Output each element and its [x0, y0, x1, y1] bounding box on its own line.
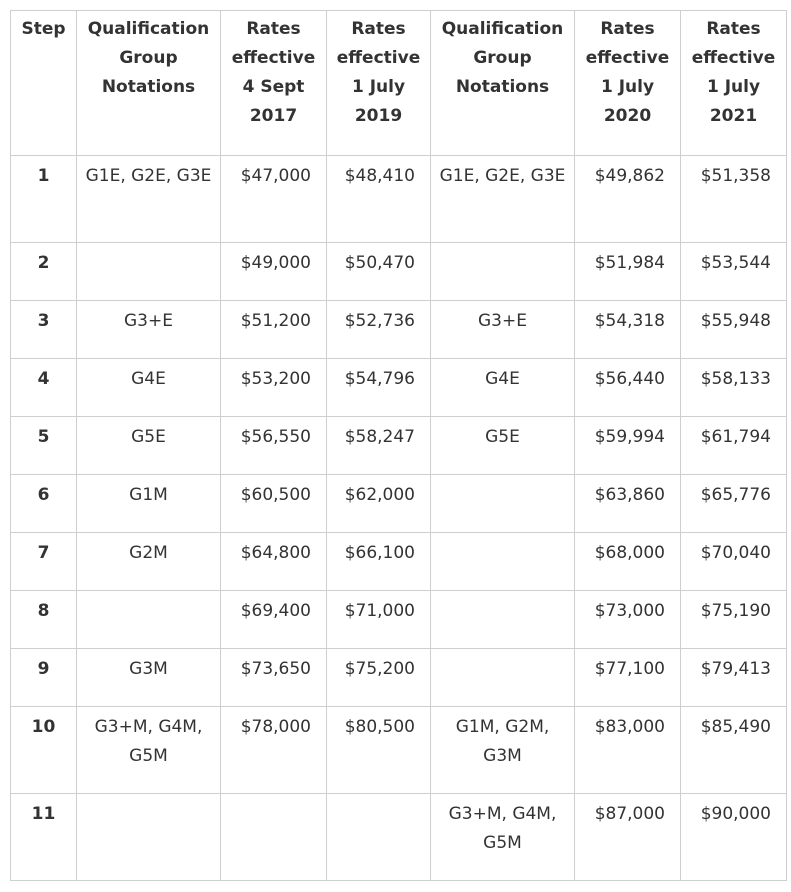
qualification-new-cell	[431, 475, 575, 533]
rate-2019-cell: $58,247	[327, 417, 431, 475]
rate-2021-cell: $90,000	[681, 794, 787, 881]
rate-2021-cell: $53,544	[681, 243, 787, 301]
qualification-new-cell: G1E, G2E, G3E	[431, 156, 575, 243]
rate-2017-cell: $51,200	[221, 301, 327, 359]
rate-2019-cell: $62,000	[327, 475, 431, 533]
salary-rates-table	[10, 10, 787, 881]
qualification-new-cell: G3+E	[431, 301, 575, 359]
header-qualification-group-notations-new: Qualification Group Notations	[431, 11, 575, 156]
table-row	[11, 533, 787, 591]
qualification-new-cell	[431, 649, 575, 707]
qualification-cell: G3M	[77, 649, 221, 707]
rate-2020-cell: $83,000	[575, 707, 681, 794]
step-cell: 1	[11, 156, 77, 243]
rate-2017-cell	[221, 794, 327, 881]
rate-2019-cell: $80,500	[327, 707, 431, 794]
rate-2017-cell: $49,000	[221, 243, 327, 301]
step-cell: 2	[11, 243, 77, 301]
header-rates-2020: Rates effective 1 July 2020	[575, 11, 681, 156]
step-cell: 5	[11, 417, 77, 475]
rate-2021-cell: $51,358	[681, 156, 787, 243]
header-rates-2019: Rates effective 1 July 2019	[327, 11, 431, 156]
qualification-cell	[77, 243, 221, 301]
qualification-cell: G1M	[77, 475, 221, 533]
table-row	[11, 417, 787, 475]
qualification-cell: G1E, G2E, G3E	[77, 156, 221, 243]
step-cell: 8	[11, 591, 77, 649]
table-row	[11, 649, 787, 707]
qualification-cell	[77, 794, 221, 881]
qualification-cell: G3+E	[77, 301, 221, 359]
rate-2020-cell: $77,100	[575, 649, 681, 707]
step-cell: 10	[11, 707, 77, 794]
rate-2020-cell: $87,000	[575, 794, 681, 881]
qualification-new-cell	[431, 243, 575, 301]
rate-2021-cell: $75,190	[681, 591, 787, 649]
rate-2017-cell: $60,500	[221, 475, 327, 533]
rate-2020-cell: $51,984	[575, 243, 681, 301]
table-row	[11, 794, 787, 881]
table-row	[11, 301, 787, 359]
header-rates-2017: Rates effective 4 Sept 2017	[221, 11, 327, 156]
step-cell: 9	[11, 649, 77, 707]
qualification-new-cell	[431, 533, 575, 591]
rate-2019-cell: $54,796	[327, 359, 431, 417]
qualification-cell: G5E	[77, 417, 221, 475]
table-row	[11, 156, 787, 243]
rate-2017-cell: $64,800	[221, 533, 327, 591]
table-row	[11, 707, 787, 794]
table-header-row	[11, 11, 787, 156]
rate-2020-cell: $49,862	[575, 156, 681, 243]
rate-2017-cell: $78,000	[221, 707, 327, 794]
rate-2019-cell	[327, 794, 431, 881]
rate-2021-cell: $61,794	[681, 417, 787, 475]
rate-2021-cell: $79,413	[681, 649, 787, 707]
rate-2019-cell: $50,470	[327, 243, 431, 301]
rate-2021-cell: $65,776	[681, 475, 787, 533]
rate-2021-cell: $55,948	[681, 301, 787, 359]
qualification-new-cell: G1M, G2M, G3M	[431, 707, 575, 794]
table-row	[11, 475, 787, 533]
salary-table-container	[10, 10, 787, 881]
header-qualification-group-notations: Qualification Group Notations	[77, 11, 221, 156]
step-cell: 7	[11, 533, 77, 591]
table-row	[11, 359, 787, 417]
rate-2017-cell: $53,200	[221, 359, 327, 417]
rate-2017-cell: $47,000	[221, 156, 327, 243]
rate-2017-cell: $69,400	[221, 591, 327, 649]
rate-2020-cell: $59,994	[575, 417, 681, 475]
rate-2021-cell: $85,490	[681, 707, 787, 794]
rate-2019-cell: $71,000	[327, 591, 431, 649]
qualification-new-cell	[431, 591, 575, 649]
rate-2019-cell: $66,100	[327, 533, 431, 591]
step-cell: 4	[11, 359, 77, 417]
rate-2020-cell: $54,318	[575, 301, 681, 359]
rate-2019-cell: $48,410	[327, 156, 431, 243]
header-step: Step	[11, 11, 77, 156]
step-cell: 11	[11, 794, 77, 881]
qualification-cell	[77, 591, 221, 649]
qualification-cell: G3+M, G4M, G5M	[77, 707, 221, 794]
table-row	[11, 243, 787, 301]
qualification-new-cell: G5E	[431, 417, 575, 475]
qualification-new-cell: G4E	[431, 359, 575, 417]
qualification-new-cell: G3+M, G4M, G5M	[431, 794, 575, 881]
step-cell: 3	[11, 301, 77, 359]
rate-2020-cell: $56,440	[575, 359, 681, 417]
rate-2017-cell: $56,550	[221, 417, 327, 475]
qualification-cell: G4E	[77, 359, 221, 417]
step-cell: 6	[11, 475, 77, 533]
rate-2019-cell: $52,736	[327, 301, 431, 359]
qualification-cell: G2M	[77, 533, 221, 591]
rate-2020-cell: $63,860	[575, 475, 681, 533]
rate-2020-cell: $68,000	[575, 533, 681, 591]
table-row	[11, 591, 787, 649]
rate-2021-cell: $70,040	[681, 533, 787, 591]
header-rates-2021: Rates effective 1 July 2021	[681, 11, 787, 156]
rate-2019-cell: $75,200	[327, 649, 431, 707]
rate-2021-cell: $58,133	[681, 359, 787, 417]
rate-2017-cell: $73,650	[221, 649, 327, 707]
rate-2020-cell: $73,000	[575, 591, 681, 649]
